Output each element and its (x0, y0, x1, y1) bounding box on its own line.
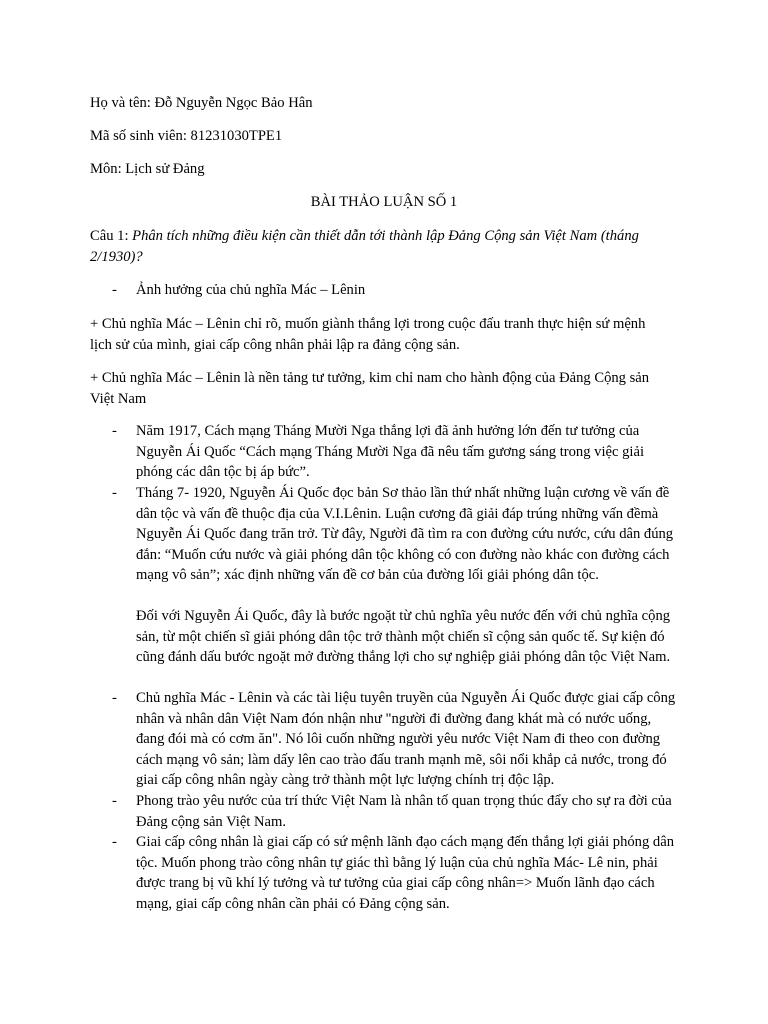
plus-paragraph-1: + Chủ nghĩa Mác – Lênin chỉ rõ, muốn giành thắng lợi trong cuộc đấu tranh thực hiện sứ mệnh lịch sử của mình, giai cấp công nhân phải lập ra đảng cộng sản. (90, 316, 646, 353)
section-heading: Ảnh hưởng của chủ nghĩa Mác – Lênin (136, 282, 366, 298)
dash-marker: - (112, 282, 117, 298)
student-name: Họ và tên: Đỗ Nguyễn Ngọc Bảo Hân (90, 95, 313, 111)
dash-marker: - (112, 423, 117, 439)
document-title: BÀI THẢO LUẬN SỐ 1 (310, 194, 458, 210)
subject: Môn: Lịch sử Đảng (90, 161, 205, 177)
question-label: Câu 1: (90, 228, 133, 244)
dash-marker: - (112, 690, 117, 706)
dash-marker: - (112, 834, 117, 850)
bullet-5: Giai cấp công nhân là giai cấp có sứ mệnh lãnh đạo cách mạng đến thắng lợi giải phóng dân tộc. Muốn phong trào công nhân tự giác thì bằng lý luận của chủ nghĩa Mác- Lê nin, phải được trang bị vũ khí lý tưởng và tư tưởng của giai cấp công nhân=> Muốn lãnh đạo cách mạng, giai cấp công nhân cần phải có Đảng cộng sản. (136, 834, 674, 912)
bullet-2: Tháng 7- 1920, Nguyễn Ái Quốc đọc bản Sơ thảo lần thứ nhất những luận cương về vấn đề dân tộc và vấn đề thuộc địa của V.I.Lênin. Luận cương đã giải đáp trúng những vấn đềmà Nguyễn Ái Quốc đang trăn trở. Từ đây, Người đã tìm ra con đường cứu nước, cứu dân đúng đắn: “Muốn cứu nước và giải phóng dân tộc không có con đường nào khác con đường cách mạng vô sản”; xác định những vấn đề cơ bản của đường lối giải phóng dân tộc. (136, 485, 674, 583)
question-text: Phân tích những điều kiện cần thiết dẫn tới thành lập Đảng Cộng sản Việt Nam (tháng 2/1930)? (90, 228, 639, 265)
student-id: Mã số sinh viên: 81231030TPE1 (90, 128, 283, 144)
bullet-3: Chủ nghĩa Mác - Lênin và các tài liệu tuyên truyền của Nguyễn Ái Quốc được giai cấp công nhân và nhân dân Việt Nam đón nhận như "người đi đường đang khát mà có nước uống, đang đói mà có cơm ăn". Nó lôi cuốn những người yêu nước Việt Nam đi theo con đường cách mạng vô sản; làm dấy lên cao trào đấu tranh mạnh mẽ, sôi nổi khắp cả nước, trong đó giai cấp công nhân ngày càng trở thành một lực lượng chính trị độc lập. (136, 690, 676, 788)
question (90, 226, 670, 267)
dash-marker: - (112, 485, 117, 501)
dash-marker: - (112, 793, 117, 809)
plus-paragraph-2: + Chủ nghĩa Mác – Lênin là nền tảng tư tưởng, kim chỉ nam cho hành động của Đảng Cộng sản Việt Nam (90, 370, 650, 407)
bullet-4: Phong trào yêu nước của trí thức Việt Nam là nhân tố quan trọng thúc đẩy cho sự ra đời của Đảng cộng sản Việt Nam. (136, 793, 672, 830)
bullet-2-continuation: Đối với Nguyễn Ái Quốc, đây là bước ngoặt từ chủ nghĩa yêu nước đến với chủ nghĩa cộng sản, từ một chiến sĩ giải phóng dân tộc trở thành một chiến sĩ cộng sản quốc tế. Sự kiện đó cũng đánh dấu bước ngoặt mở đường thắng lợi cho sự nghiệp giải phóng dân tộc Việt Nam. (136, 608, 671, 665)
bullet-1: Năm 1917, Cách mạng Tháng Mười Nga thắng lợi đã ảnh hưởng lớn đến tư tưởng của Nguyễn Ái Quốc “Cách mạng Tháng Mười Nga đã nêu tấm gương sáng trong việc giải phóng các dân tộc bị áp bức”. (136, 423, 645, 480)
